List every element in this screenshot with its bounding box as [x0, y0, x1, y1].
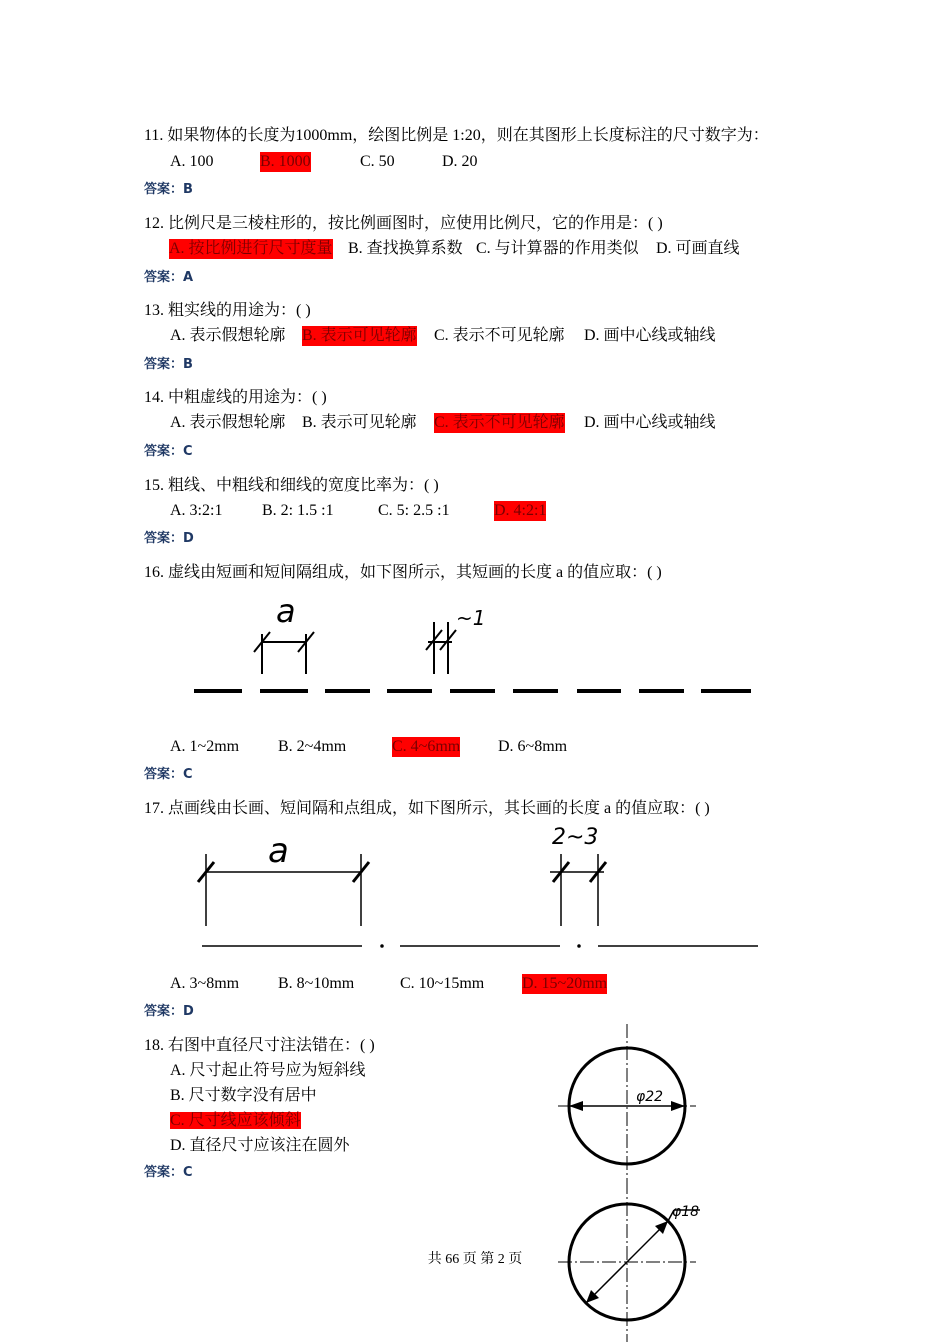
question-18-option-d: D. 直径尺寸应该注在圆外 [170, 1137, 350, 1154]
page-footer: 共 66 页 第 2 页 [427, 1252, 523, 1267]
option-d: D. 20 [442, 153, 478, 170]
option-a: A. 3~8mm [170, 975, 240, 992]
question-18-option-a: A. 尺寸起止符号应为短斜线 [170, 1062, 366, 1079]
option-a: A. 表示假想轮廓 [170, 327, 286, 344]
answer-15: 答案：D [144, 531, 194, 546]
question-18-option-c-highlighted [170, 1111, 301, 1131]
option-c: C. 10~15mm [400, 975, 485, 992]
option-d: D. 可画直线 [656, 240, 740, 257]
question-17-text: 17. 点画线由长画、短间隔和点组成，如下图所示，其长画的长度 a 的值应取：( ) [144, 800, 710, 817]
chain-line-figure [180, 822, 780, 957]
question-11-text: 11. 如果物体的长度为1000mm，绘图比例是 1:20，则在其图形上长度标注的尺寸数字为： [144, 127, 769, 144]
figure-label-a: a [268, 831, 289, 871]
option-a: A. 表示假想轮廓 [170, 414, 286, 431]
option-c: C. 50 [360, 153, 395, 170]
option-a: A. 1~2mm [170, 738, 240, 755]
answer-16: 答案：C [144, 767, 193, 782]
question-18-text: 18. 右图中直径尺寸注法错在：( ) [144, 1037, 375, 1054]
question-12-text: 12. 比例尺是三棱柱形的，按比例画图时，应使用比例尺，它的作用是：( ) [144, 215, 663, 232]
question-18-option-b: B. 尺寸数字没有居中 [170, 1087, 317, 1104]
option-d: D. 画中心线或轴线 [584, 414, 716, 431]
figure-label-approx-1: ~1 [456, 606, 486, 630]
answer-14: 答案：C [144, 444, 193, 459]
figure-label-a: a [276, 592, 296, 630]
option-c-highlighted: C. 表示不可见轮廓 [434, 414, 565, 431]
question-16-text: 16. 虚线由短画和短间隔组成，如下图所示，其短画的长度 a 的值应取：( ) [144, 564, 662, 581]
answer-11: 答案：B [144, 182, 193, 197]
option-b: B. 查找换算系数 [348, 240, 463, 257]
option-c: C. 5: 2.5 :1 [378, 502, 450, 519]
option-a-highlighted: A. 按比例进行尺寸度量 [169, 240, 333, 257]
question-15-text: 15. 粗线、中粗线和细线的宽度比率为：( ) [144, 477, 439, 494]
answer-18: 答案：C [144, 1165, 193, 1180]
diameter-circles-figure [550, 1022, 720, 1344]
question-13-text: 13. 粗实线的用途为：( ) [144, 302, 311, 319]
option-b-highlighted: B. 表示可见轮廓 [302, 327, 417, 344]
option-d-highlighted: D. 4:2:1 [494, 502, 547, 519]
answer-12: 答案：A [144, 270, 194, 285]
figure-label-phi-18: φ18 [672, 1204, 700, 1220]
option-d: D. 画中心线或轴线 [584, 327, 716, 344]
option-b-highlighted: B. 1000 [260, 153, 311, 170]
answer-13: 答案：B [144, 357, 193, 372]
option-b: B. 8~10mm [278, 975, 355, 992]
option-c: C. 与计算器的作用类似 [476, 240, 639, 257]
option-a: A. 3:2:1 [170, 502, 223, 519]
option-b: B. 2~4mm [278, 738, 347, 755]
question-14-text: 14. 中粗虚线的用途为：( ) [144, 389, 327, 406]
option-a: A. 100 [170, 153, 214, 170]
option-d: D. 6~8mm [498, 738, 568, 755]
figure-label-2-3: 2~3 [552, 825, 599, 850]
figure-label-phi-22: φ22 [636, 1089, 664, 1105]
answer-17: 答案：D [144, 1004, 194, 1019]
option-c: C. 表示不可见轮廓 [434, 327, 565, 344]
option-b: B. 表示可见轮廓 [302, 414, 417, 431]
option-d-highlighted: D. 15~20mm [522, 975, 608, 992]
option-c-highlighted: C. 4~6mm [392, 738, 461, 755]
option-b: B. 2: 1.5 :1 [262, 502, 334, 519]
option-c-highlighted: C. 尺寸线应该倾斜 [170, 1112, 301, 1129]
dashed-line-figure [180, 590, 770, 710]
